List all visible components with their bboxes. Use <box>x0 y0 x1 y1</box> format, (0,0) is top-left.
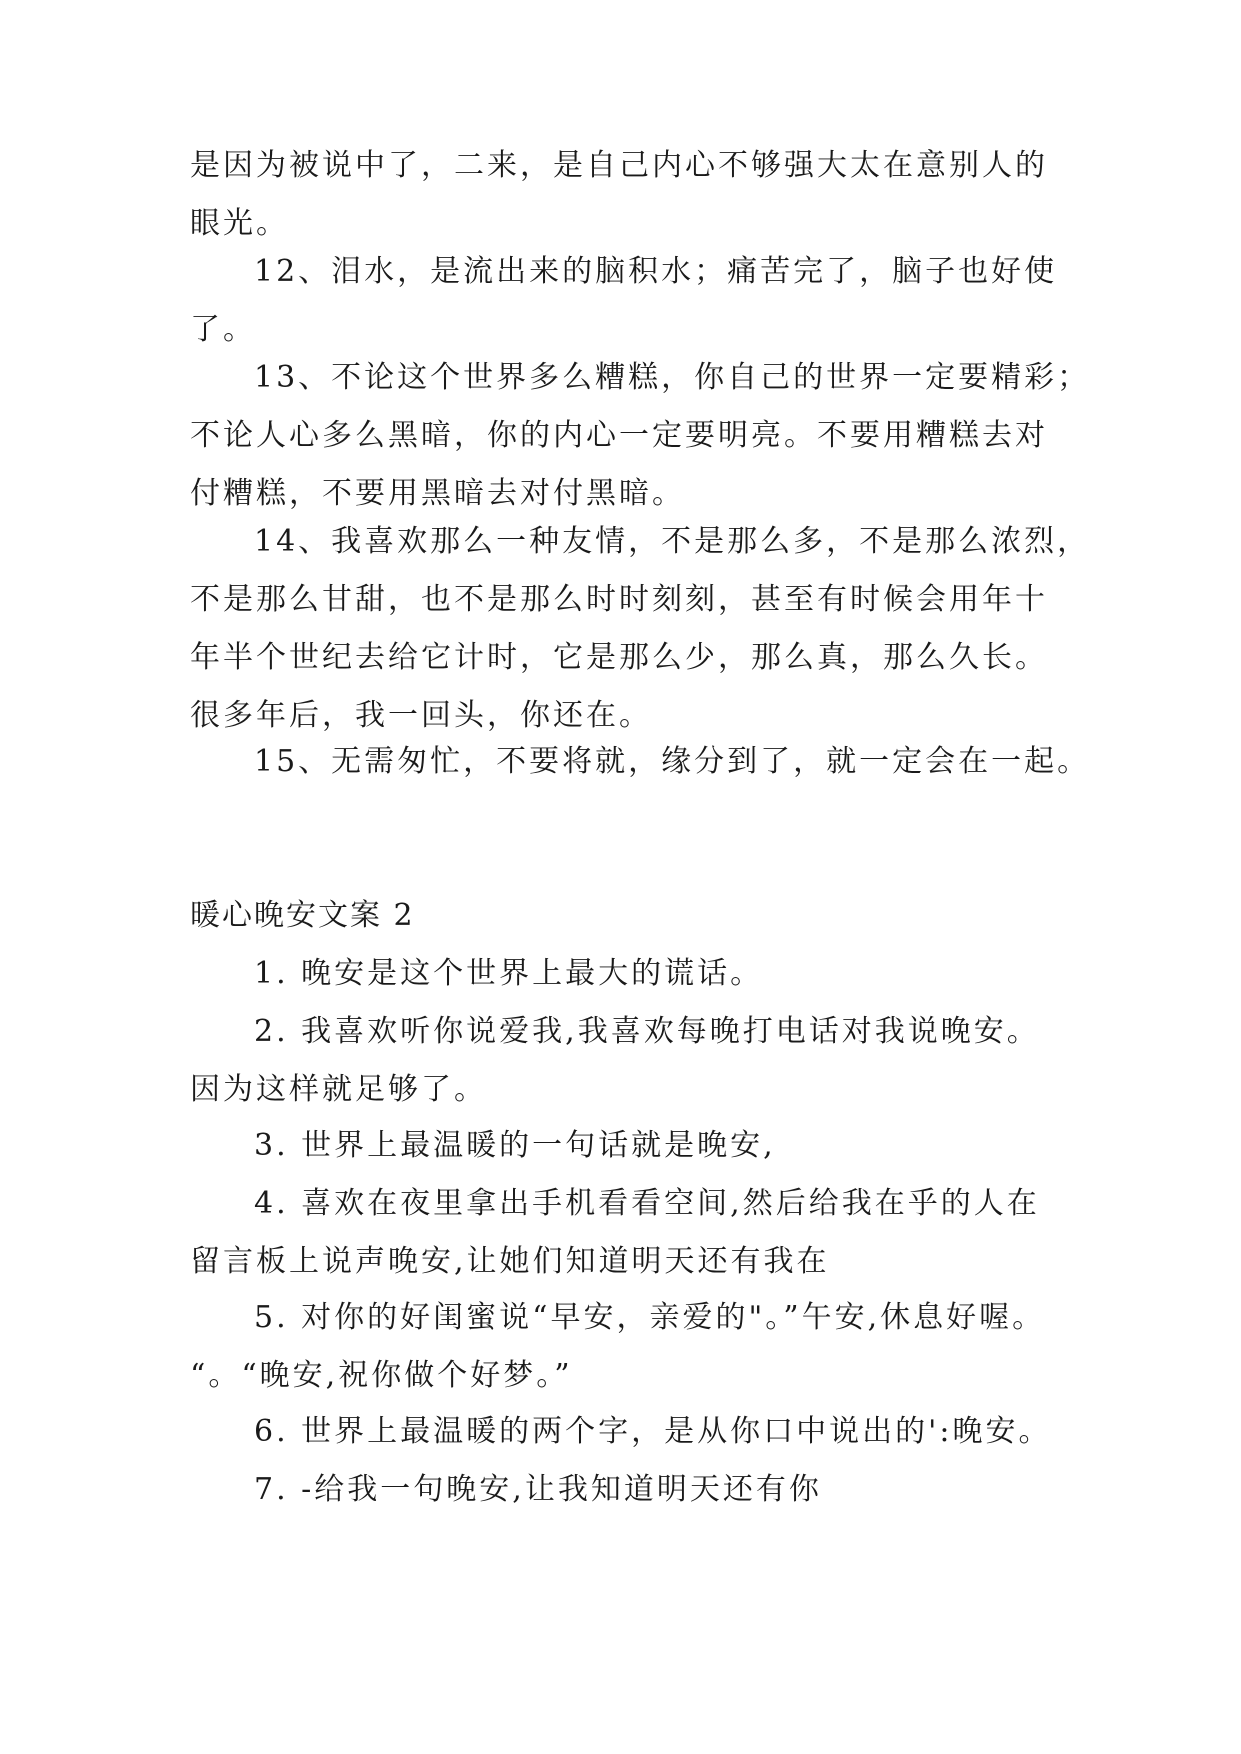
list-item-line: 因为这样就足够了。 <box>190 1072 487 1107</box>
paragraph-12 <box>190 243 1070 359</box>
paragraph-14 <box>190 513 1091 745</box>
list-item-line: 1. 晚安是这个世界上最大的谎话。 <box>254 956 764 991</box>
paragraph-line: 年半个世纪去给它计时，它是那么少，那么真，那么久长。 <box>190 640 1048 675</box>
list-item <box>190 1289 1070 1405</box>
paragraph-15 <box>190 733 1091 791</box>
list-item <box>190 1175 1070 1291</box>
paragraph-line: 15、无需匆忙，不要将就，缘分到了，就一定会在一起。 <box>254 744 1091 779</box>
paragraph-line: 13、不论这个世界多么糟糕，你自己的世界一定要精彩； <box>254 360 1091 395</box>
paragraph-line: 眼光。 <box>190 206 289 241</box>
list-item-line: 5. 对你的好闺蜜说“早安，亲爱的"。”午安,休息好喔。 <box>254 1300 1046 1335</box>
list-item <box>190 1003 1070 1119</box>
list-item-line: 2. 我喜欢听你说爱我,我喜欢每晚打电话对我说晚安。 <box>254 1014 1040 1049</box>
paragraph-line: 付糟糕，不要用黑暗去对付黑暗。 <box>190 476 685 511</box>
list-item <box>190 1403 1070 1461</box>
list-item-line: 6. 世界上最温暖的两个字，是从你口中说出的':晚安。 <box>254 1414 1052 1449</box>
list-item-line: 4. 喜欢在夜里拿出手机看看空间,然后给我在乎的人在 <box>254 1186 1040 1221</box>
list-item-line: 7. -给我一句晚安,让我知道明天还有你 <box>254 1472 822 1507</box>
list-item <box>190 1461 1070 1519</box>
list-item-line: 3. 世界上最温暖的一句话就是晚安, <box>254 1128 776 1163</box>
list-item-line: “。“晚安,祝你做个好梦。” <box>190 1358 573 1393</box>
paragraph-line: 12、泪水，是流出来的脑积水；痛苦完了，脑子也好使 <box>254 254 1058 289</box>
paragraph-line: 不论人心多么黑暗，你的内心一定要明亮。不要用糟糕去对 <box>190 418 1048 453</box>
list-item-line: 留言板上说声晚安,让她们知道明天还有我在 <box>190 1244 830 1279</box>
paragraph-line: 14、我喜欢那么一种友情，不是那么多，不是那么浓烈， <box>254 524 1091 559</box>
section-title: 暖心晚安文案 2 <box>190 898 415 933</box>
paragraph-line: 很多年后，我一回头，你还在。 <box>190 698 652 733</box>
paragraph-line: 不是那么甘甜，也不是那么时时刻刻，甚至有时候会用年十 <box>190 582 1048 617</box>
list-item <box>190 945 1070 1003</box>
paragraph-line: 了。 <box>190 312 256 347</box>
list-item <box>190 1117 1070 1175</box>
paragraph-line: 是因为被说中了，二来，是自己内心不够强大太在意别人的 <box>190 148 1048 183</box>
paragraph-13 <box>190 349 1091 523</box>
paragraph-continuation <box>190 137 1070 253</box>
